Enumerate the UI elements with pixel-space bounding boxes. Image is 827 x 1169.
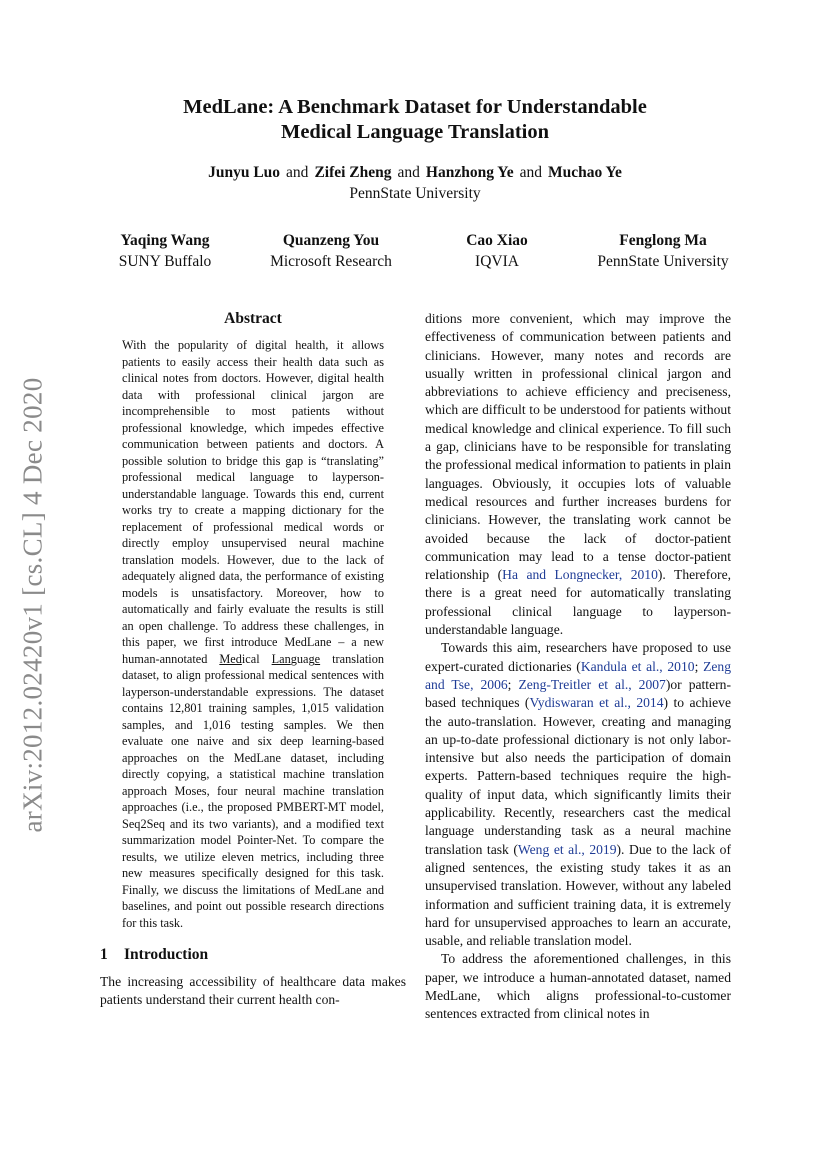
citation-link[interactable]: Vydiswaran et al., 2014 bbox=[529, 695, 664, 711]
title-line-2: Medical Language Translation bbox=[280, 121, 550, 143]
title-line-1: MedLane: A Benchmark Dataset for Understandable bbox=[183, 96, 647, 118]
section-number: 1 bbox=[100, 946, 108, 964]
citation-link[interactable]: Weng et al., 2019 bbox=[517, 841, 617, 857]
author-affiliation: Microsoft Research bbox=[270, 253, 392, 270]
main-authors: Junyu Luo and Zifei Zheng and Hanzhong Ye and Muchao Ye PennState University bbox=[100, 162, 730, 204]
paper-title bbox=[100, 95, 730, 145]
author-name: Quanzeng You bbox=[282, 232, 380, 249]
author-affiliation: PennState University bbox=[597, 253, 729, 270]
author-name: Yaqing Wang bbox=[120, 232, 210, 249]
author-name: Cao Xiao bbox=[466, 232, 528, 249]
section-heading-introduction bbox=[100, 946, 406, 964]
citation-link[interactable]: Zeng-Treitler et al., 2007 bbox=[518, 676, 666, 692]
author-affiliation: SUNY Buffalo bbox=[118, 253, 212, 270]
intro-paragraph: The increasing accessibility of healthcare data makes patients understand their current health con- bbox=[100, 973, 406, 1007]
arxiv-sidebar bbox=[18, 370, 48, 840]
author-name: Muchao Ye bbox=[548, 164, 622, 181]
author-block bbox=[597, 230, 728, 272]
author-block bbox=[466, 230, 528, 272]
main-affiliation: PennState University bbox=[349, 185, 481, 202]
author-block bbox=[119, 230, 212, 272]
left-column bbox=[100, 310, 406, 1009]
author-name: Hanzhong Ye bbox=[425, 164, 514, 181]
body-paragraph: To address the aforementioned challenges, in this paper, we introduce a human-annotated dataset, named MedLane, which aligns professional-to-customer sentences extracted from clinical notes in bbox=[425, 951, 731, 1022]
abstract-heading: Abstract bbox=[224, 310, 282, 327]
abstract-body: With the popularity of digital health, it allows patients to easily access their health data such as clinical notes from doctors. However, digital health data with professional clinical jargon are incomprehensible to most patients without professional knowledge, which impedes effective communication between patients and doctors. A possible solution to bridge this gap is “translating” professional medical language to layperson-understandable language. Towards this end, current works try to create a mapping dictionary for the replacement of professional medical words or directly employ unsupervised neural machine translation models. However, due to the lack of adequately aligned data, the performance of existing models is unsatisfactory. Moreover, how to automatically and fairly evaluate the results is still an open challenge. To address these challenges, in this paper, we first introduce MedLane – a new human-annotated Medical Language translation dataset, to align professional medical sentences with layperson-understandable expressions. The dataset contains 12,801 training samples, 1,015 validation samples, and 1,016 testing samples. We then evaluate one naive and six deep learning-based approaches on the MedLane dataset, including directly copying, a statistical machine translation approach Moses, four neural machine translation approaches (i.e., the proposed PMBERT-MT model, Seq2Seq and its two variants), and a modified text summarization model Pointer-Net. To compare the results, we utilize eleven metrics, including three new measures specifically designed for this task. Finally, we discuss the limitations of MedLane and baselines, and point out possible research directions for this task. bbox=[122, 338, 385, 930]
arxiv-identifier: arXiv:2012.02420v1 [cs.CL] 4 Dec 2020 bbox=[17, 377, 48, 833]
body-paragraph: Towards this aim, researchers have proposed to use expert-curated dictionaries (Kandula et al., 2010; Zeng and Tse, 2006; Zeng-Treitler et al., 2007)or pattern-based techniques (Vydiswaran et al., 2014) to achieve the auto-translation. However, creating and managing an up-to-date professional dictionary is not only labor-intensive but also needs the participation of domain experts. Pattern-based techniques require the high-quality of input data, which significantly limits their applicability. Recently, researchers cast the medical language understanding task as a neural machine translation task (Weng et al., 2019). Due to the lack of aligned sentences, the existing study takes it as an unsupervised translation. However, without any labeled information and sufficient training data, it is extremely hard for unsupervised approaches to learn an accurate, usable, and reliable translation model. bbox=[425, 640, 731, 949]
secondary-authors bbox=[0, 230, 827, 274]
author-name: Fenglong Ma bbox=[619, 232, 707, 249]
author-name: Zifei Zheng bbox=[314, 164, 392, 181]
citation-link[interactable]: Ha and Longnecker, 2010 bbox=[502, 567, 658, 583]
author-block bbox=[270, 230, 392, 272]
author-affiliation: IQVIA bbox=[475, 253, 519, 270]
author-name: Junyu Luo bbox=[208, 164, 281, 181]
right-column bbox=[425, 310, 731, 1024]
citation-link[interactable]: Kandula et al., 2010 bbox=[580, 658, 695, 674]
section-title: Introduction bbox=[124, 946, 209, 964]
citation-link[interactable]: Zeng and Tse, 2006 bbox=[425, 658, 731, 692]
body-paragraph: ditions more convenient, which may improve the effectiveness of communication between patients and clinicians. However, many notes and records are usually written in professional clinical jargon and abbreviations to achieve efficiency and preciseness, which are difficult to be understood for patients without medical knowledge and clinical experience. To fill such a gap, clinicians have to be responsible for translating the professional medical information to patients in plain languages. Obviously, it occupies lots of valuable medical resources and further increases burdens for clinicians. However, the translating work cannot be avoided because the lack of doctor-patient communication may lead to a tense doctor-patient relationship (Ha and Longnecker, 2010). Therefore, there is a great need for automatically translating professional clinical language to layperson-understandable language. bbox=[425, 311, 731, 638]
